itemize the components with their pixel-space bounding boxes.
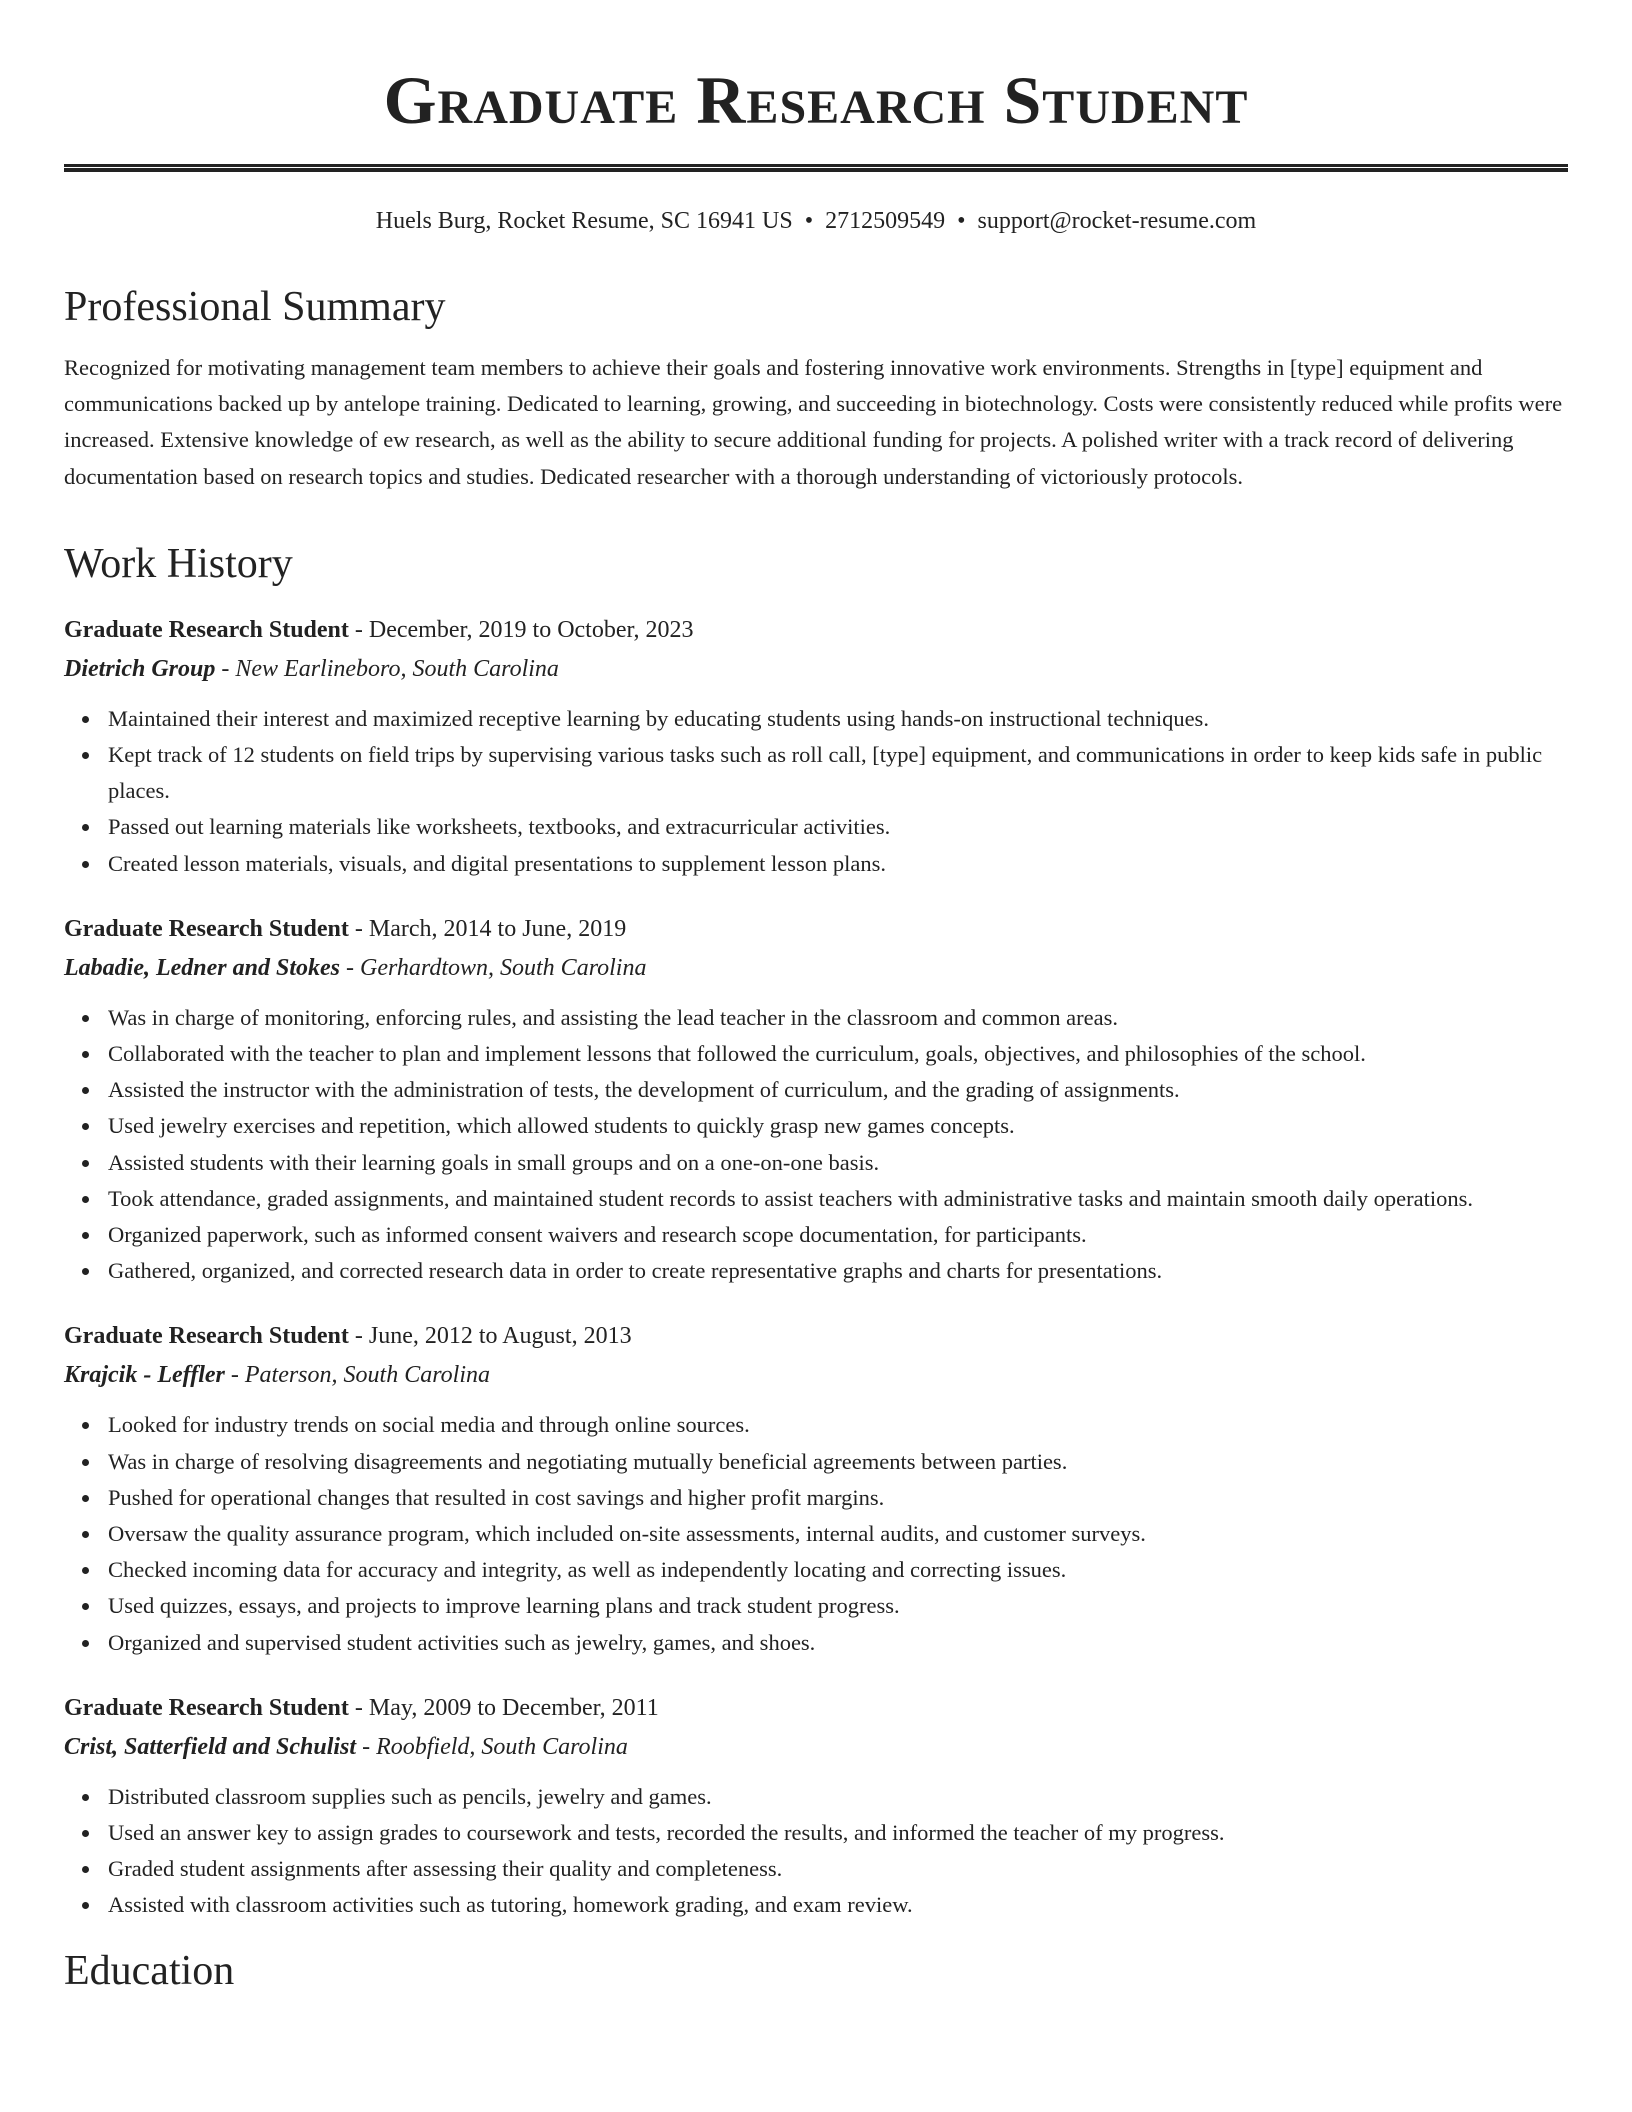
job-title: Graduate Research Student <box>64 1323 349 1350</box>
job-company: Crist, Satterfield and Schulist <box>64 1733 357 1760</box>
list-item: Was in charge of resolving disagreements and negotiating mutually beneficial agreements between parties. <box>64 1444 1568 1480</box>
summary-text: Recognized for motivating management team members to achieve their goals and fostering innovative work environments. Strengths in [type] equipment and communications backed up by antelope training. Dedicated to learning, growing, and succeeding in biotechnology. Costs were consistently reduced while profits were increased. Extensive knowledge of ew research, as well as the ability to secure additional funding for projects. A polished writer with a track record of delivering documentation based on research topics and studies. Dedicated researcher with a thorough understanding of victoriously protocols. <box>64 355 1563 489</box>
contact-line <box>64 204 1568 238</box>
job-employer <box>64 649 1568 689</box>
job-location: Roobfield, South Carolina <box>376 1733 628 1760</box>
job-employer <box>64 1727 1568 1767</box>
job-bullets <box>64 1000 1568 1290</box>
job-dash: - <box>356 1733 377 1760</box>
job-dash: - <box>348 1323 369 1350</box>
job-title: Graduate Research Student <box>64 1694 349 1721</box>
job-header <box>64 1689 1568 1727</box>
job-dash: - <box>224 1362 245 1389</box>
job-dash: - <box>215 655 236 682</box>
list-item: Used quizzes, essays, and projects to improve learning plans and track student progress. <box>64 1588 1568 1624</box>
contact-separator: • <box>804 208 814 234</box>
job-entry-4 <box>64 1689 1568 1924</box>
education-heading: Education <box>64 1947 235 1994</box>
contact-address: Huels Burg, Rocket Resume, SC 16941 US <box>375 208 793 234</box>
list-item: Oversaw the quality assurance program, which included on-site assessments, internal audits, and customer surveys. <box>64 1516 1568 1552</box>
job-header <box>64 910 1568 948</box>
list-item: Took attendance, graded assignments, and maintained student records to assist teachers with administrative tasks and maintain smooth daily operations. <box>64 1181 1568 1217</box>
list-item: Looked for industry trends on social media and through online sources. <box>64 1407 1568 1443</box>
job-dates: May, 2009 to December, 2011 <box>368 1694 659 1721</box>
list-item: Assisted the instructor with the administration of tests, the development of curriculum, and the grading of assignments. <box>64 1072 1568 1108</box>
job-location: Paterson, South Carolina <box>244 1362 490 1389</box>
list-item: Maintained their interest and maximized receptive learning by educating students using hands-on instructional techniques. <box>64 701 1568 737</box>
job-title: Graduate Research Student <box>64 616 349 643</box>
job-dash: - <box>340 954 360 981</box>
job-entry-3 <box>64 1317 1568 1660</box>
job-dates: March, 2014 to June, 2019 <box>368 915 627 942</box>
job-location: New Earlineboro, South Carolina <box>235 655 559 682</box>
job-header <box>64 1317 1568 1355</box>
job-employer <box>64 1355 1568 1395</box>
list-item: Graded student assignments after assessing their quality and completeness. <box>64 1851 1568 1887</box>
list-item: Organized paperwork, such as informed consent waivers and research scope documentation, for participants. <box>64 1217 1568 1253</box>
job-dates: December, 2019 to October, 2023 <box>368 616 694 643</box>
list-item: Checked incoming data for accuracy and integrity, as well as independently locating and correcting issues. <box>64 1552 1568 1588</box>
list-item: Created lesson materials, visuals, and digital presentations to supplement lesson plans. <box>64 846 1568 882</box>
list-item: Collaborated with the teacher to plan and implement lessons that followed the curriculum, goals, objectives, and philosophies of the school. <box>64 1036 1568 1072</box>
work-history-heading: Work History <box>64 540 293 587</box>
list-item: Distributed classroom supplies such as pencils, jewelry and games. <box>64 1779 1568 1815</box>
job-dash: - <box>348 1694 369 1721</box>
title-double-rule <box>64 164 1568 172</box>
list-item: Assisted with classroom activities such as tutoring, homework grading, and exam review. <box>64 1887 1568 1923</box>
job-dash: - <box>348 616 369 643</box>
contact-phone: 2712509549 <box>825 208 946 234</box>
job-bullets <box>64 701 1568 882</box>
list-item: Assisted students with their learning goals in small groups and on a one-on-one basis. <box>64 1145 1568 1181</box>
job-entry-2 <box>64 910 1568 1290</box>
job-dash: - <box>348 915 369 942</box>
job-bullets <box>64 1779 1568 1924</box>
contact-separator: • <box>957 208 966 234</box>
list-item: Gathered, organized, and corrected research data in order to create representative graphs and charts for presentations. <box>64 1253 1568 1289</box>
list-item: Pushed for operational changes that resulted in cost savings and higher profit margins. <box>64 1480 1568 1516</box>
job-dates: June, 2012 to August, 2013 <box>368 1323 632 1350</box>
job-company: Dietrich Group <box>64 655 216 682</box>
contact-email: support@rocket-resume.com <box>977 208 1257 234</box>
job-title: Graduate Research Student <box>64 915 349 942</box>
job-bullets <box>64 1407 1568 1660</box>
job-company: Labadie, Ledner and Stokes <box>64 954 340 981</box>
job-location: Gerhardtown, South Carolina <box>360 954 647 981</box>
list-item: Used an answer key to assign grades to coursework and tests, recorded the results, and informed the teacher of my progress. <box>64 1815 1568 1851</box>
job-entry-1 <box>64 611 1568 882</box>
list-item: Organized and supervised student activities such as jewelry, games, and shoes. <box>64 1625 1568 1661</box>
list-item: Passed out learning materials like worksheets, textbooks, and extracurricular activities. <box>64 809 1568 845</box>
list-item: Used jewelry exercises and repetition, which allowed students to quickly grasp new games concepts. <box>64 1108 1568 1144</box>
list-item: Kept track of 12 students on field trips by supervising various tasks such as roll call, [type] equipment, and communications in order to keep kids safe in public places. <box>64 737 1568 809</box>
job-employer <box>64 948 1568 988</box>
summary-heading: Professional Summary <box>64 284 446 330</box>
job-company: Krajcik - Leffler <box>64 1362 225 1389</box>
list-item: Was in charge of monitoring, enforcing rules, and assisting the lead teacher in the classroom and common areas. <box>64 1000 1568 1036</box>
page-title: Graduate Research Student <box>383 62 1249 138</box>
job-header <box>64 611 1568 649</box>
